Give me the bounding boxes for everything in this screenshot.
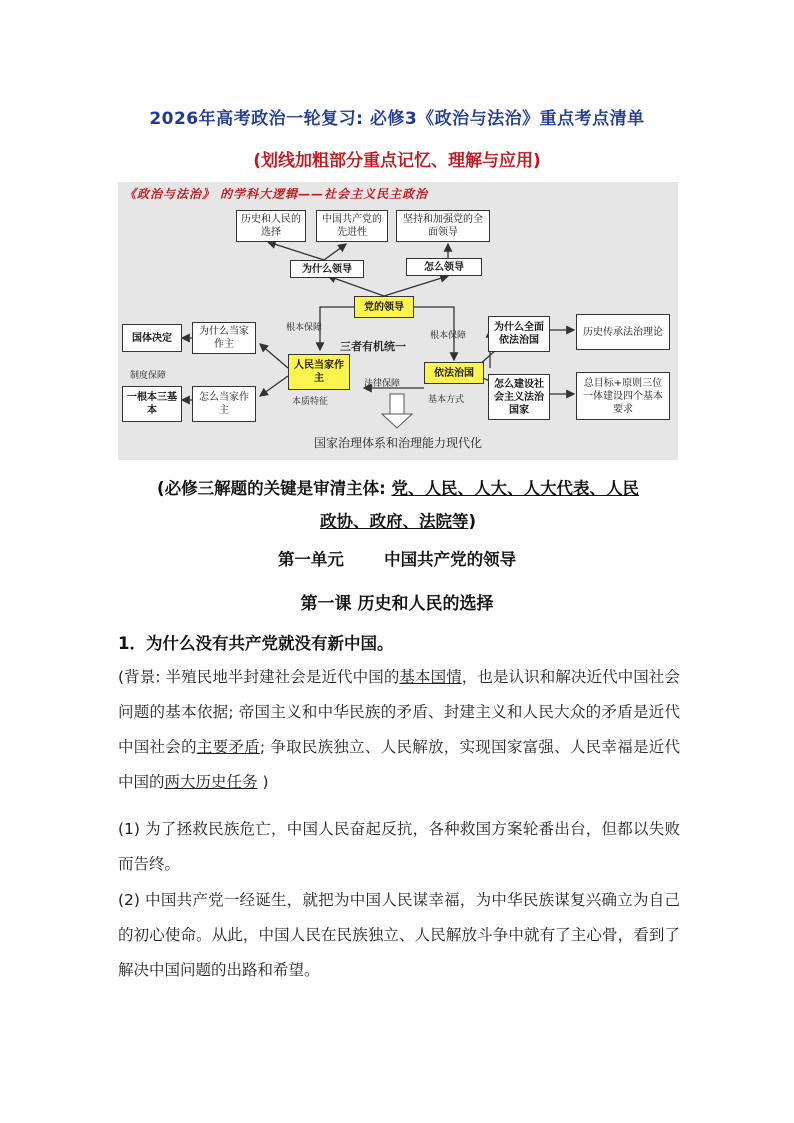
lesson-heading: 第一课 历史和人民的选择 [300,594,494,614]
question-heading: 1．为什么没有共产党就没有新中国。 [118,634,394,653]
label-essence: 本质特征 [292,397,329,407]
box-cpc-advanced: 中国共产党的先进性 [316,210,388,242]
box-why-rule-law: 为什么全面依法治国 [488,316,550,352]
page-subtitle: (划线加粗部分重点记忆、理解与应用) [253,151,541,171]
label-unity: 三者有机统一 [340,340,406,353]
point-2-paragraph: (2) 中国共产党一经诞生，就把为中国人民谋幸福，为中华民族谋复兴确立为自己的初心使命。从此，中国人民在民族独立、人民解放斗争中就有了主心骨，看到了解决中国问题的出路和希望。 [118,891,680,979]
p1-underline-1: 基本国情 [399,668,462,686]
box-how-master: 怎么当家作主 [192,386,256,422]
p1-text-b: ，也是认识和解决近代中国社会问题的基本依据; 帝国主义和中华民族的矛盾、封建主义和人民大众的矛盾是近代中国社会的 [118,668,680,756]
box-how-lead: 怎么领导 [406,258,482,276]
box-rule-of-law: 依法治国 [424,362,484,384]
diagram-title: 《政治与法治》 的学科大逻辑——社会主义民主政治 [124,187,429,201]
background-paragraph [118,660,680,800]
box-history-people: 历史和人民的选择 [236,210,306,242]
box-country-decide: 国体决定 [122,324,182,352]
note-prefix: (必修三解题的关键是审清主体: [157,479,392,498]
p1-text-d: ) [257,773,269,791]
p1-underline-3: 两大历史任务 [164,773,258,791]
diagram-bottom-label: 国家治理体系和治理能力现代化 [313,436,482,450]
box-why-lead: 为什么领导 [290,260,364,278]
unit-label: 第一单元 [277,550,344,569]
p1-underline-2: 主要矛盾 [196,738,260,756]
box-goals: 总目标+原则三位一体建设四个基本要求 [576,372,670,420]
concept-diagram [118,182,678,460]
box-uphold-leadership: 坚持和加强党的全面领导 [396,210,490,242]
box-why-master: 为什么当家作主 [192,322,256,354]
p1-text-c: ; 争取民族独立、人民解放，实现国家富强、人民幸福是近代中国的 [118,738,680,791]
label-law-guarantee: 法律保障 [364,379,401,389]
label-root-left: 根本保障 [286,323,323,333]
unit-heading [0,546,794,570]
point-1-paragraph: (1) 为了拯救民族危亡，中国人民奋起反抗，各种救国方案轮番出台，但都以失败而告终。 [118,820,680,873]
key-note [118,472,678,538]
down-arrow-icon [382,394,412,428]
box-one-root: 一根本三基本 [122,386,182,422]
label-system: 制度保障 [130,371,167,381]
box-party-leadership: 党的领导 [354,296,414,318]
unit-title: 中国共产党的领导 [384,550,517,569]
note-suffix: ) [468,512,477,531]
label-basic-way: 基本方式 [428,395,465,405]
box-how-build: 怎么建设社会主义法治国家 [488,374,550,420]
label-root-right: 根本保障 [430,331,467,341]
page-title: 2026年高考政治一轮复习: 必修3《政治与法治》重点考点清单 [149,109,645,129]
box-history-theory: 历史传承法治理论 [576,314,670,350]
note-subjects-1: 党、人民、人大、人大代表、人民 [391,479,639,498]
note-subjects-2: 政协、政府、法院等 [319,512,469,531]
p1-text-a: (背景: 半殖民地半封建社会是近代中国的 [118,668,400,686]
box-people-master: 人民当家作主 [288,354,350,390]
